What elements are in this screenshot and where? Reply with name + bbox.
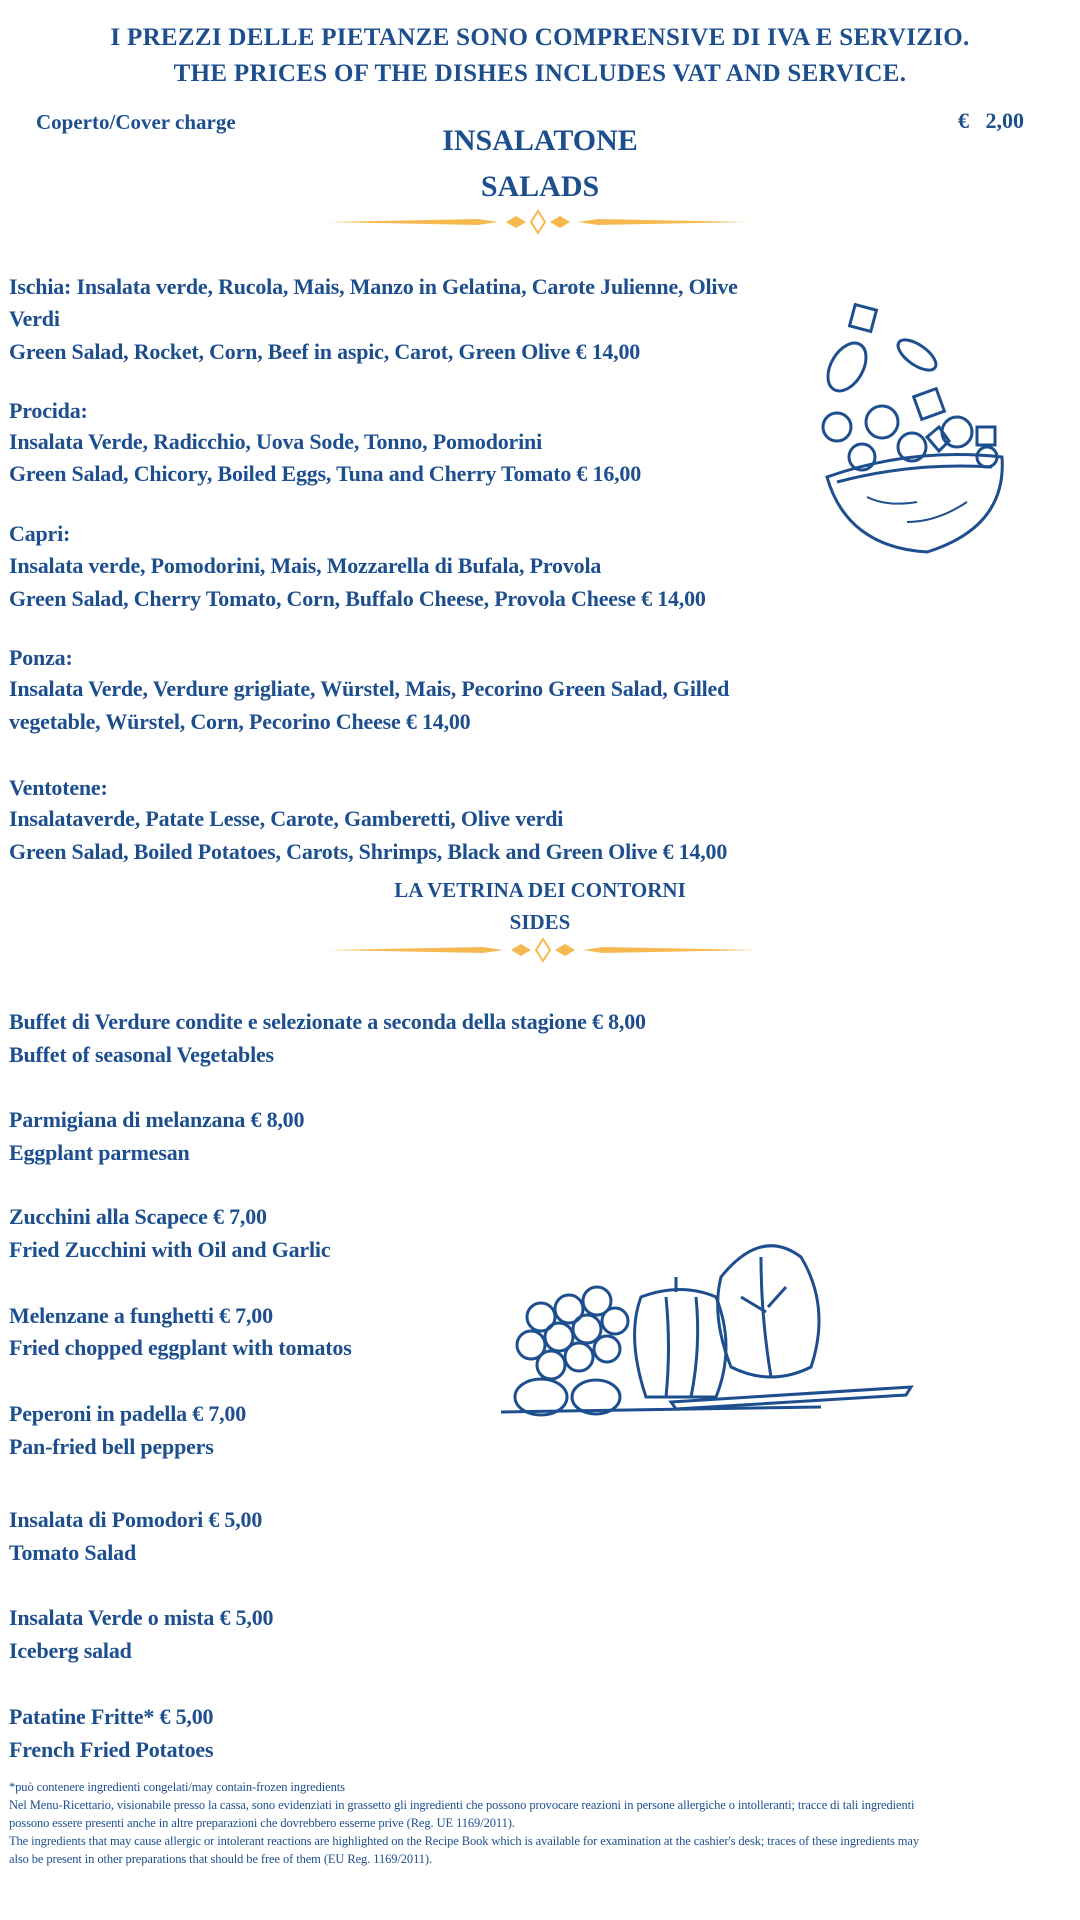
side-line: Patatine Fritte* € 5,00 bbox=[9, 1704, 214, 1729]
footnote-allergens-it-1: Nel Menu-Ricettario, visionabile presso la cassa, sono evidenziati in grassetto gli ingredienti che possono provocare reazioni in persone allergiche o intolleranti; tracce di tali ingredienti bbox=[9, 1798, 915, 1812]
footnote-allergens-it-2: possono essere presenti anche in altre preparazioni che dovrebbero esserne prive (Reg. UE 1169/2011). bbox=[9, 1816, 515, 1830]
salad-line: Procida: bbox=[9, 398, 88, 423]
ornament-divider-icon bbox=[328, 936, 758, 964]
side-line: Zucchini alla Scapece € 7,00 bbox=[9, 1204, 267, 1229]
salad-line: Ischia: Insalata verde, Rucola, Mais, Manzo in Gelatina, Carote Julienne, Olive bbox=[9, 274, 738, 299]
side-line: Peperoni in padella € 7,00 bbox=[9, 1401, 247, 1426]
side-line: French Fried Potatoes bbox=[9, 1737, 214, 1762]
cover-charge-label: Coperto/Cover charge bbox=[36, 110, 236, 134]
salad-line: Ventotene: bbox=[9, 775, 108, 800]
salads-subtitle: SALADS bbox=[480, 170, 600, 203]
salad-line: Insalataverde, Patate Lesse, Carote, Gamberetti, Olive verdi bbox=[9, 806, 564, 831]
side-line: Iceberg salad bbox=[9, 1638, 132, 1663]
salad-line: Ponza: bbox=[9, 645, 73, 670]
salad-line: Green Salad, Rocket, Corn, Beef in aspic, Carot, Green Olive € 14,00 bbox=[9, 339, 641, 364]
sides-subtitle: SIDES bbox=[509, 910, 571, 934]
side-line: Parmigiana di melanzana € 8,00 bbox=[9, 1107, 305, 1132]
vegetables-illustration-icon bbox=[491, 1237, 923, 1422]
header-line-2: THE PRICES OF THE DISHES INCLUDES VAT AND SERVICE. bbox=[173, 60, 907, 87]
side-line: Eggplant parmesan bbox=[9, 1140, 190, 1165]
ornament-divider-icon bbox=[328, 208, 748, 236]
footnote-allergens-en-1: The ingredients that may cause allergic or intolerant reactions are highlighted on the Recipe Book which is available for examination at the cashier's desk; traces of these ingredients may bbox=[9, 1834, 919, 1848]
side-line: Insalata Verde o mista € 5,00 bbox=[9, 1605, 274, 1630]
salad-line: vegetable, Würstel, Corn, Pecorino Cheese € 14,00 bbox=[9, 709, 471, 734]
salad-line: Insalata Verde, Verdure grigliate, Würstel, Mais, Pecorino Green Salad, Gilled bbox=[9, 676, 730, 701]
side-line: Insalata di Pomodori € 5,00 bbox=[9, 1507, 263, 1532]
side-line: Melenzane a funghetti € 7,00 bbox=[9, 1303, 273, 1328]
side-line: Fried Zucchini with Oil and Garlic bbox=[9, 1237, 331, 1262]
salad-line: Capri: bbox=[9, 521, 71, 546]
side-line: Buffet di Verdure condite e selezionate a seconda della stagione € 8,00 bbox=[9, 1009, 646, 1034]
salad-line: Green Salad, Cherry Tomato, Corn, Buffalo Cheese, Provola Cheese € 14,00 bbox=[9, 586, 706, 611]
side-line: Buffet of seasonal Vegetables bbox=[9, 1042, 274, 1067]
header-line-1: I PREZZI DELLE PIETANZE SONO COMPRENSIVE DI IVA E SERVIZIO. bbox=[110, 24, 970, 51]
cover-charge-price: € 2,00 bbox=[958, 108, 1024, 133]
salad-line: Green Salad, Chicory, Boiled Eggs, Tuna and Cherry Tomato € 16,00 bbox=[9, 461, 642, 486]
footnote-allergens-en-2: also be present in other preparations that should be free of them (EU Reg. 1169/2011). bbox=[9, 1852, 432, 1866]
salad-line: Verdi bbox=[9, 306, 60, 331]
side-line: Pan-fried bell peppers bbox=[9, 1434, 214, 1459]
salad-line: Insalata verde, Pomodorini, Mais, Mozzarella di Bufala, Provola bbox=[9, 553, 602, 578]
salads-title: INSALATONE bbox=[442, 124, 638, 157]
footnote-frozen: *può contenere ingredienti congelati/may contain-frozen ingredients bbox=[9, 1780, 345, 1794]
sides-title: LA VETRINA DEI CONTORNI bbox=[394, 878, 686, 902]
salad-bowl-illustration-icon bbox=[807, 297, 1017, 567]
salad-line: Green Salad, Boiled Potatoes, Carots, Shrimps, Black and Green Olive € 14,00 bbox=[9, 839, 728, 864]
side-line: Fried chopped eggplant with tomatos bbox=[9, 1335, 352, 1360]
salad-line: Insalata Verde, Radicchio, Uova Sode, Tonno, Pomodorini bbox=[9, 429, 542, 454]
side-line: Tomato Salad bbox=[9, 1540, 136, 1565]
